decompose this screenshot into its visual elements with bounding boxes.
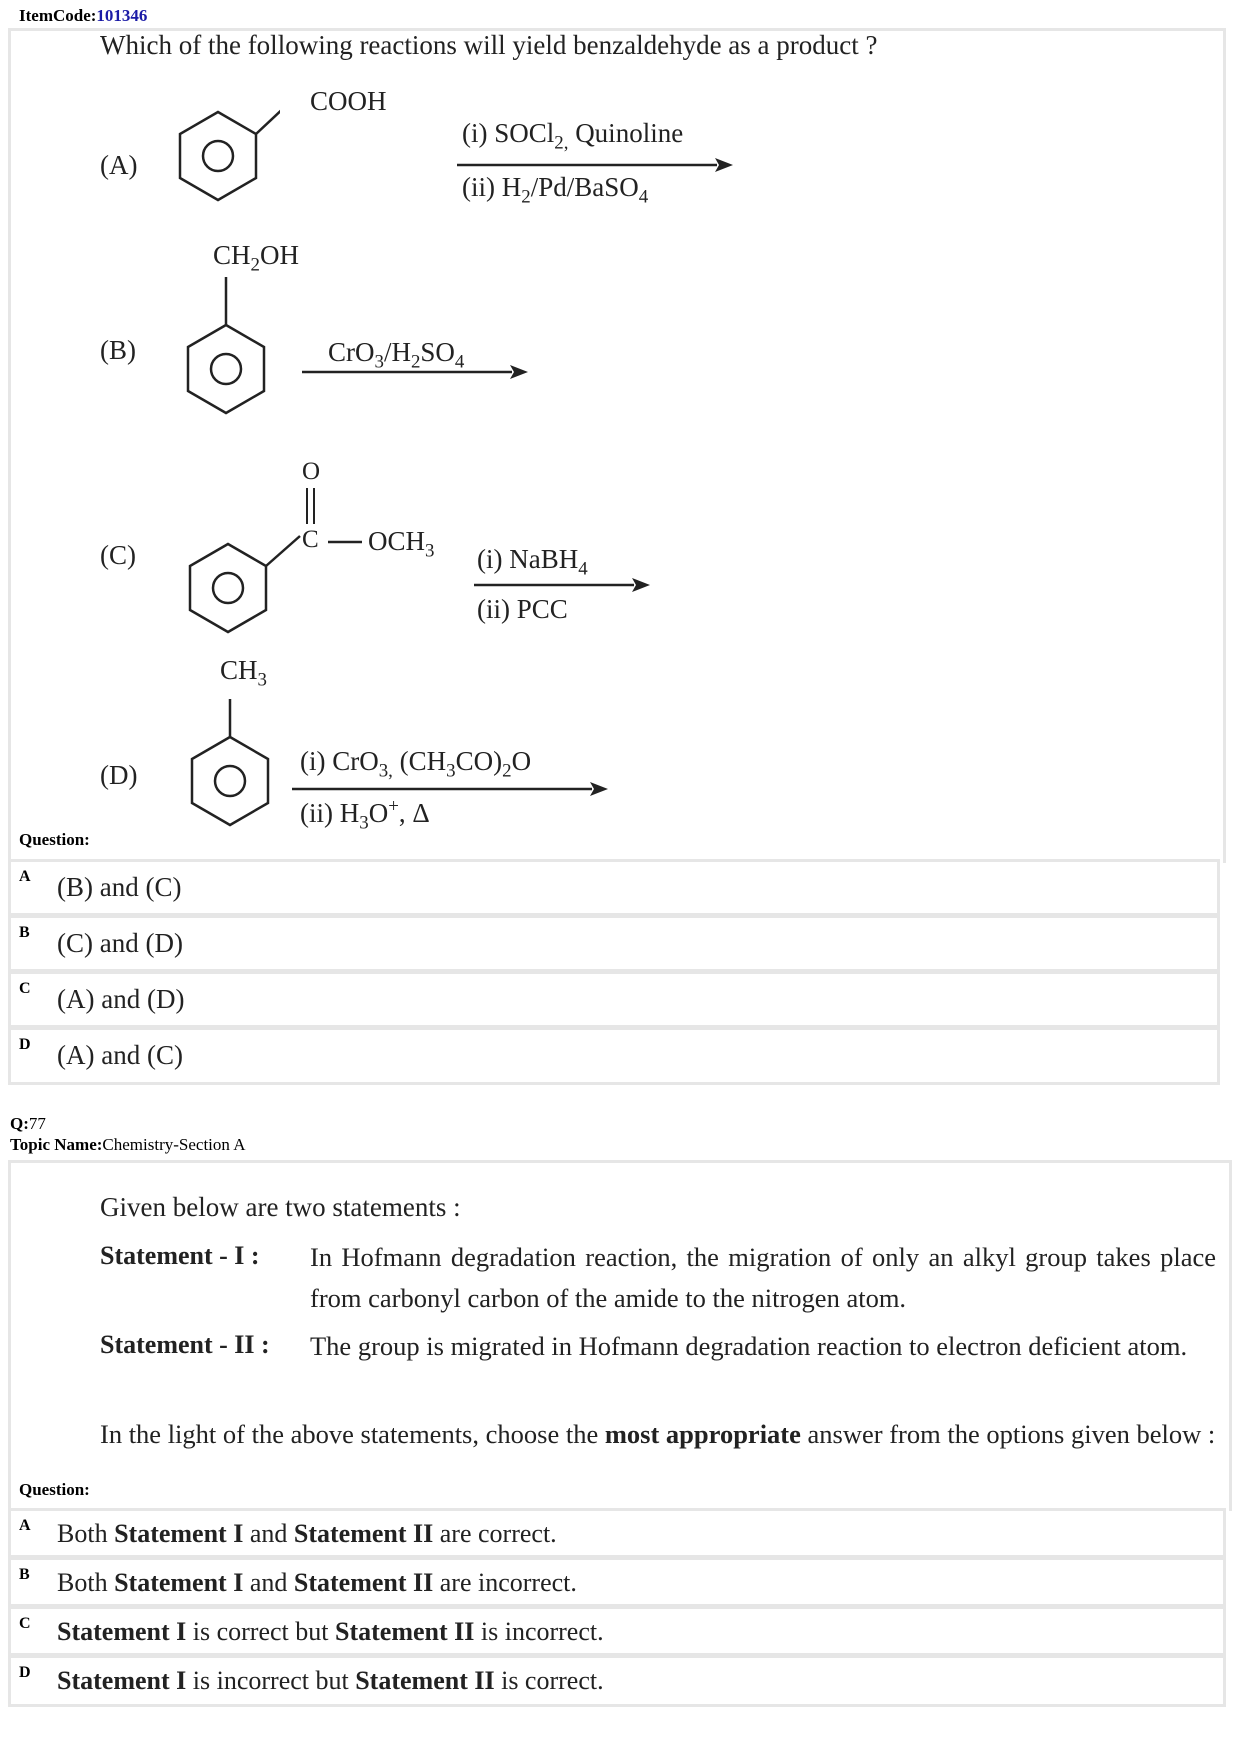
option-letter: A [19,868,31,885]
question-77-prompt: In the light of the above statements, choose the most appropriate answer from the options given below : [100,1419,1216,1449]
reaction-b-label: (B) [100,335,136,365]
reaction-b-group: $CH_2OH$ [213,240,299,276]
reaction-c-carbonyl-carbon: C [302,526,319,553]
reaction-c-label: (C) [100,540,136,570]
option-letter: C [19,980,31,997]
option-text: (C) and (D) [57,928,183,958]
option-text: Both Statement I and Statement II are correct. [57,1519,557,1548]
question-77-label: Question: [19,1480,90,1499]
item-code-76: ItemCode:101346 [19,6,148,25]
question-77-topic: Topic Name:Chemistry-Section A [10,1135,246,1154]
reaction-d-reagent-2: (ii) $H_3O^+$, Δ [300,796,430,834]
statement-2-label: Statement - II : [100,1330,270,1359]
option-text: Statement I is correct but Statement II is incorrect. [57,1617,604,1646]
question-77-intro: Given below are two statements : [100,1192,461,1222]
option-letter: B [19,1566,30,1583]
option-d-77[interactable] [8,1655,1226,1707]
option-letter: D [19,1664,31,1681]
reaction-a-reagent-2: (ii) $H_2/Pd/BaSO_4$ [462,172,649,208]
option-d-76[interactable] [8,1027,1220,1085]
option-text: Statement I is incorrect but Statement II is correct. [57,1666,604,1695]
reaction-a-group: COOH [310,86,387,116]
option-letter: B [19,924,30,941]
option-a-76[interactable] [8,859,1220,916]
reaction-c-reagent-2: (ii) PCC [477,594,568,624]
benzene-ring-d [182,697,282,857]
reaction-c-reagent-1: (i) NaBH$_4$ [477,544,588,580]
reaction-a-reagent-1: (i) SOCl$_{2,}$ Quinoline [462,118,684,154]
reaction-c-arrow [472,575,652,595]
question-77-number: Q:77 [10,1114,46,1133]
statement-1-label: Statement - I : [100,1241,260,1270]
option-a-77[interactable] [8,1508,1226,1558]
option-text: (B) and (C) [57,872,182,902]
benzene-ring-a [170,100,280,220]
option-b-76[interactable] [8,915,1220,972]
benzene-ring-c [180,484,380,644]
option-letter: D [19,1036,31,1053]
option-letter: A [19,1517,31,1534]
reaction-c-carbonyl-oxygen: O [302,458,321,485]
reaction-b-arrow [300,362,530,382]
question-76-label: Question: [19,830,90,849]
option-letter: C [19,1615,31,1632]
option-c-77[interactable] [8,1606,1226,1656]
statement-2-text: The group is migrated in Hofmann degradation reaction to electron deficient atom. [310,1331,1188,1361]
reaction-c-group: $OCH_3$ [368,526,435,562]
question-76-stem: Which of the following reactions will yield benzaldehyde as a product ? [100,30,878,60]
reaction-d-group: $CH_3$ [220,655,267,691]
benzene-ring-b [178,275,278,435]
option-c-76[interactable] [8,971,1220,1028]
reaction-a-label: (A) [100,150,138,180]
reaction-d-reagent-1: (i) CrO$_{3,}$ $(CH_3CO)_2O$ [300,746,532,782]
option-text: (A) and (D) [57,984,185,1014]
reaction-b-reagent: $CrO_3/H_2SO_4$ [328,337,465,373]
option-text: (A) and (C) [57,1040,183,1070]
option-text: Both Statement I and Statement II are incorrect. [57,1568,577,1597]
reaction-d-label: (D) [100,760,138,790]
option-b-77[interactable] [8,1557,1226,1607]
statement-1-text: In Hofmann degradation reaction, the migration of only an alkyl group takes place from carbonyl carbon of the amide to the nitrogen atom. [310,1242,1216,1313]
